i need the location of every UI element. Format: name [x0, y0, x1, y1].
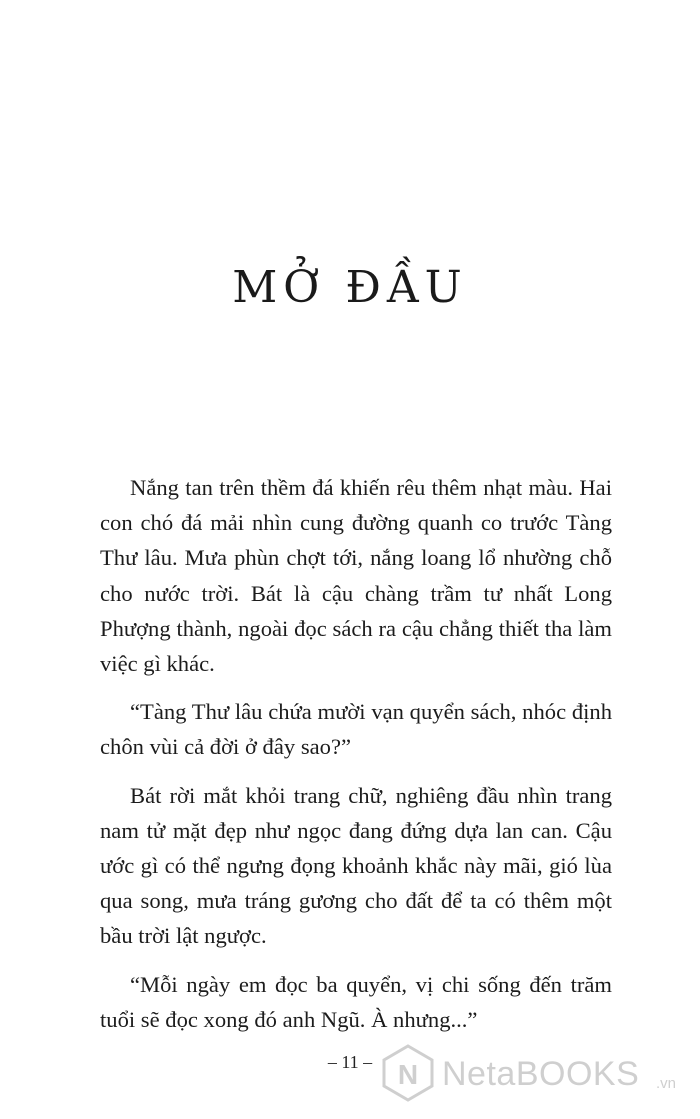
svg-text:N: N [397, 1059, 419, 1090]
paragraph: Bát rời mắt khỏi trang chữ, nghiêng đầu nhìn trang nam tử mặt đẹp như ngọc đang đứng dựa lan can. Cậu ước gì có thể ngưng đọng khoảnh khắc này mãi, gió lùa qua song, mưa tráng gương cho đất để ta có thêm một bầu trời lật ngược. [100, 782, 612, 949]
svg-text:.vn: .vn [656, 1075, 677, 1092]
netabooks-watermark [380, 1042, 690, 1102]
paragraph: “Tàng Thư lâu chứa mười vạn quyển sách, nhóc định chôn vùi cả đời ở đây sao?” [100, 699, 612, 760]
chapter-title: MỞ ĐẦU [232, 262, 468, 313]
paragraph: “Mỗi ngày em đọc ba quyển, vị chi sống đến trăm tuổi sẽ đọc xong đó anh Ngũ. À nhưng...” [100, 971, 612, 1032]
netabooks-logo-icon [380, 1042, 690, 1102]
svg-text:NetaBOOKS: NetaBOOKS [442, 1055, 640, 1093]
page-number: – 11 – [327, 1052, 373, 1072]
paragraph: Nắng tan trên thềm đá khiến rêu thêm nhạt màu. Hai con chó đá mải nhìn cung đường quanh co trước Tàng Thư lâu. Mưa phùn chợt tới, nắng loang lổ nhường chỗ cho nước trời. Bát là cậu chàng trầm tư nhất Long Phượng thành, ngoài đọc sách ra cậu chẳng thiết tha làm việc gì khác. [100, 475, 612, 677]
chapter-body [100, 470, 612, 1050]
